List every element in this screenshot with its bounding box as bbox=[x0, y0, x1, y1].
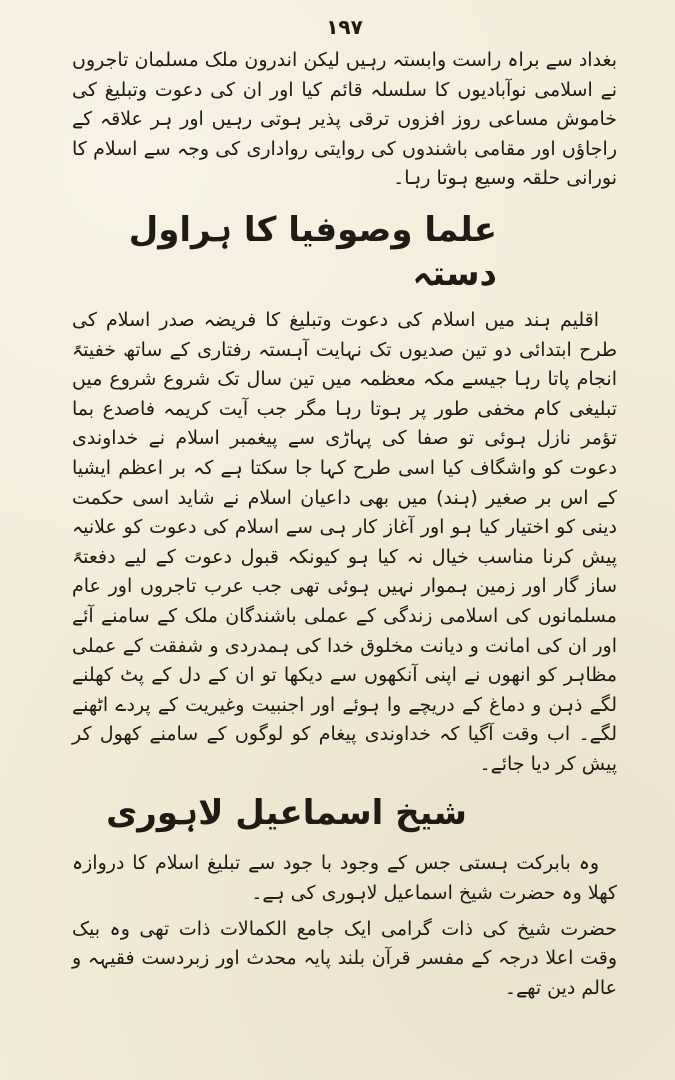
paragraph-shaikh-intro: وہ بابرکت ہستی جس کے وجود با جود سے تبلیغ اسلام کا دروازہ کھلا وہ حضرت شیخ اسماعیل لاہوری کی ہے۔ bbox=[72, 852, 617, 905]
page-number: ١٩٧ bbox=[326, 15, 363, 39]
paragraph-dawah-history: اقلیم ہند میں اسلام کی دعوت وتبلیغ کا فریضہ صدر اسلام کی طرح ابتدائی دو تین صدیوں تک نہایت آہستہ رفتاری کے ساتھ خفیتہً انجام پاتا رہا جیسے مکہ معظمہ میں تین سال تک شروع شروع میں تبلیغی کام مخفی طور پر ہوتا رہا مگر جب آیت کریمہ فاصدع بما تؤمر نازل ہوئی تو صفا کی پہاڑی سے پیغمبر اسلام نے خداوندی دعوت کو واشگاف کیا اسی طرح کہا جا سکتا ہے کہ بر اعظم ایشیا کے اس بر صغیر (ہند) میں بھی داعیان اسلام نے شاید اسی حکمت دینی کو اختیار کیا ہو اور آغاز کار ہی سے اسلام کی دعوت کو علانیہ پیش کرنا مناسب خیال نہ کیا ہو کیونکہ قبول دعوت کے لیے دفعتہً ساز گار اور زمین ہموار نہیں ہوئی تھی جب عرب تاجروں اور عام مسلمانوں کی اسلامی زندگی کے عملی باشندگان ملک کے سامنے آئے اور ان کی امانت و دیانت مخلوق خدا کی ہمدردی و شفقت کے عملی مظاہر کو انھوں نے اپنی آنکھوں سے دیکھا تو ان کے دل کے پٹ کھلنے لگے ذہن و دماغ کے دریچے وا ہوئے اور اجنبیت وغیریت کے پردے اٹھنے لگے۔ اب وقت آگیا کہ خداوندی پیغام کو لوگوں کے سامنے کھول کر پیش کر دیا جائے۔ bbox=[72, 308, 617, 775]
section-heading-ulama-sufia: علما وصوفیا کا ہراول دستہ bbox=[128, 209, 497, 294]
paragraph-shaikh-qualities: حضرت شیخ کی ذات گرامی ایک جامع الکمالات ذات تھی وہ بیک وقت اعلا درجہ کے مفسر قرآن بلند پایہ محدث اور زبردست فقیہہ و عالم دین تھے۔ bbox=[72, 917, 617, 999]
section-heading-shaikh-ismail: شیخ اسماعیل لاہوری bbox=[106, 793, 467, 834]
intro-paragraph: بغداد سے براہ راست وابستہ رہیں لیکن اندرون ملک مسلمان تاجروں نے اسلامی نوآبادیوں کا سلسلہ قائم کیا اور ان کی دعوت وتبلیغ کی خاموش مساعی روز افزوں ترقی پذیر ہوتی رہیں اور ہر علاقہ کے راجاؤں اور مقامی باشندوں کی روایتی رواداری کی وجہ سے اسلام کا نورانی حلقہ وسیع ہوتا رہا۔ bbox=[72, 49, 617, 190]
